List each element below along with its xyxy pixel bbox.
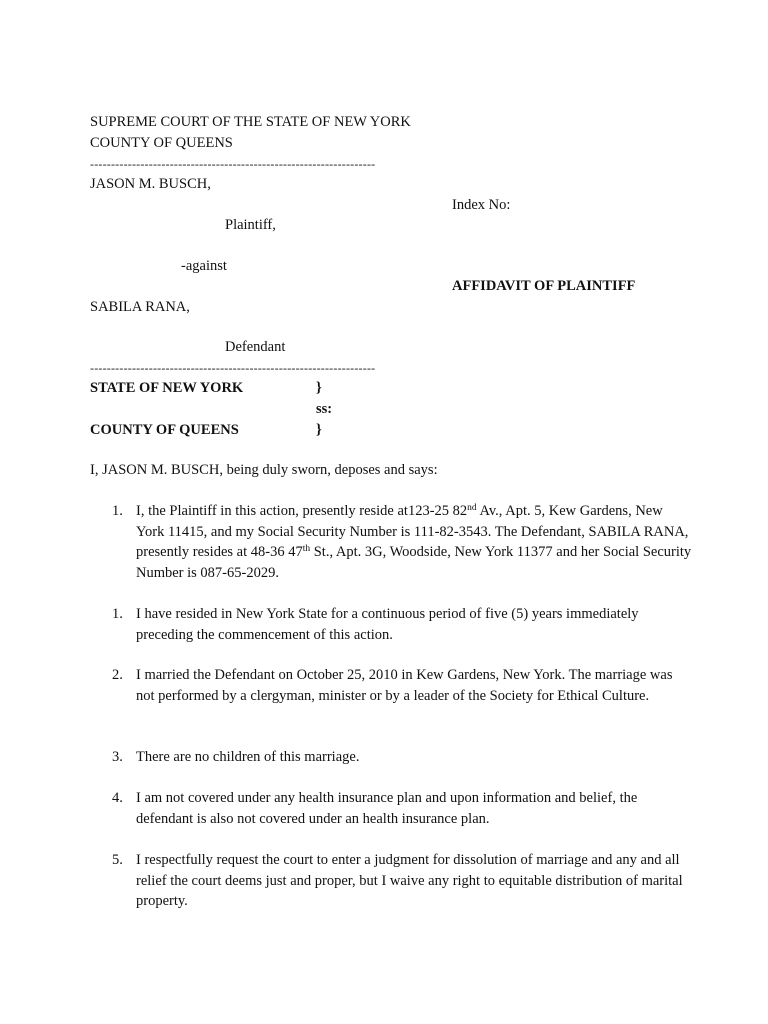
paragraph-text: I married the Defendant on October 25, 2010 in Kew Gardens, New York. The marriage was not performed by a clergyman, minister or by a leader of the Society for Ethical Culture.: [136, 667, 673, 704]
caption-divider-top: --------------------------------------------------------------------: [90, 157, 376, 171]
superscript: nd: [467, 503, 477, 513]
venue-state: STATE OF NEW YORK: [90, 380, 244, 396]
paragraph-text: There are no children of this marriage.: [136, 749, 360, 765]
court-name: SUPREME COURT OF THE STATE OF NEW YORK: [90, 114, 411, 130]
paragraph-text: I am not covered under any health insurance plan and upon information and belief, the defendant is also not covered under an health insurance plan.: [136, 790, 638, 827]
paragraph-number: 3.: [112, 749, 123, 765]
court-county: COUNTY OF QUEENS: [90, 135, 233, 151]
caption-divider-bottom: --------------------------------------------------------------------: [90, 361, 376, 375]
paragraph-text: I, the Plaintiff in this action, presently reside at123-25 82nd Av., Apt. 5, Kew Gardens, New York 11415, and my Social Security Number is 111-82-3543. The Defendant, SABILA RANA, presently resides at 48-36 47th St., Apt. 3G, Woodside, New York 11377 and her Social Security Number is 087-65-2029.: [136, 503, 692, 581]
plaintiff-name: JASON M. BUSCH,: [90, 176, 211, 192]
paragraph-text: I respectfully request the court to enter a judgment for dissolution of marriage and any and all relief the court deems just and proper, but I waive any right to equitable distribution of marital property.: [136, 852, 683, 909]
index-number-label: Index No:: [452, 197, 511, 213]
paragraph-number: 2.: [112, 667, 123, 683]
superscript: th: [302, 544, 311, 554]
venue-county: COUNTY OF QUEENS: [90, 422, 239, 438]
venue-brace-top: }: [316, 380, 322, 396]
against-label: -against: [181, 258, 227, 274]
venue-ss: ss:: [316, 401, 333, 417]
plaintiff-label: Plaintiff,: [225, 217, 276, 233]
paragraph-number: 5.: [112, 852, 123, 868]
paragraph-number: 4.: [112, 790, 123, 806]
venue-brace-bottom: }: [316, 422, 322, 438]
defendant-label: Defendant: [225, 339, 286, 355]
document-title: AFFIDAVIT OF PLAINTIFF: [452, 278, 636, 294]
paragraph-number: 1.: [112, 503, 123, 519]
defendant-name: SABILA RANA,: [90, 299, 190, 315]
paragraph-number: 1.: [112, 606, 123, 622]
affidavit-intro: I, JASON M. BUSCH, being duly sworn, deposes and says:: [90, 462, 438, 478]
paragraph-text: I have resided in New York State for a continuous period of five (5) years immediately preceding the commencement of this action.: [136, 606, 639, 643]
